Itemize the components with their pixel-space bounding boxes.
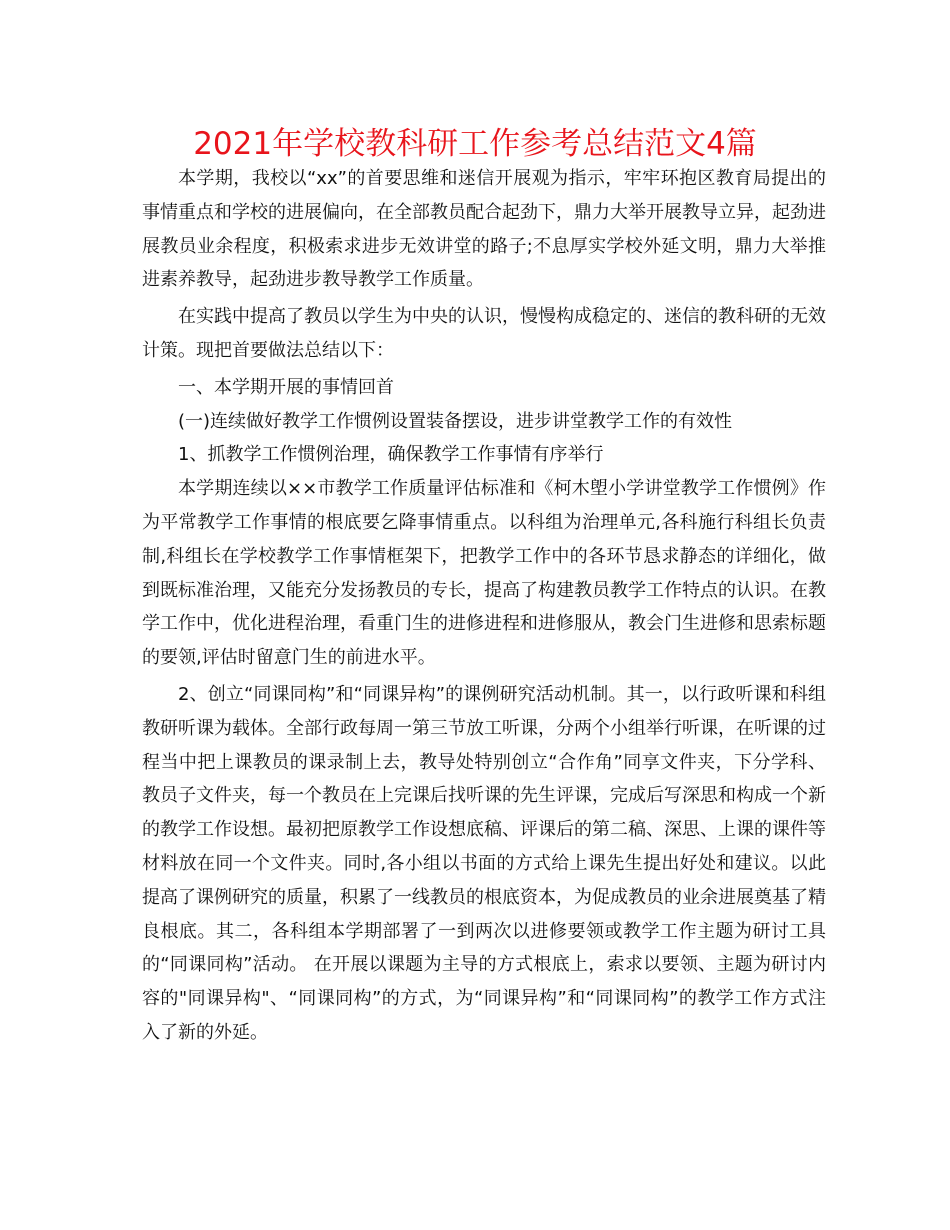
section-heading: 一、本学期开展的事情回首 — [178, 376, 394, 398]
paragraph-intro: 本学期，我校以“xx”的首要思维和迷信开展观为指示，牢牢环抱区教育局提出的事情重点和学校的进展偏向，在全部教员配合起劲下，鼎力大举开展教导立异，起劲进展教员业余程度，积极索求进步无效讲堂的路子;不息厚实学校外延文明，鼎力大举推进素养教导，起劲进步教导教学工作质量。 — [142, 168, 826, 291]
paragraph-routine-management: 本学期连续以××市教学工作质量评估标准和《柯木塱小学讲堂教学工作惯例》作为平常教学工作事情的根底要乞降事情重点。以科组为治理单元,各科施行科组长负责制,科组长在学校教学工作事情框架下，把教学工作中的各环节恳求静态的详细化，做到既标准治理，又能充分发扬教员的专长，提高了构建教员教学工作特点的认识。在教学工作中，优化进程治理，看重门生的进修进程和进修服从，教会门生进修和思索标题的要领,评估时留意门生的前进水平。 — [142, 478, 826, 669]
paragraph-summary-lead: 在实践中提高了教员以学生为中央的认识，慢慢构成稳定的、迷信的教科研的无效计策。现把首要做法总结以下： — [142, 306, 826, 361]
document-body — [142, 162, 826, 1050]
paragraph-lesson-study: 2、创立“同课同构”和“同课异构”的课例研究活动机制。其一，以行政听课和科组教研听课为载体。全部行政每周一第三节放工听课，分两个小组举行听课，在听课的过程当中把上课教员的课录制上去，教导处特别创立“合作角”同享文件夹，下分学科、教员子文件夹，每一个教员在上完课后找听课的先生评课，完成后写深思和构成一个新的教学工作设想。最初把原教学工作设想底稿、评课后的第二稿、深思、上课的课件等材料放在同一个文件夹。同时,各小组以书面的方式给上课先生提出好处和建议。以此提高了课例研究的质量，积累了一线教员的根底资本，为促成教员的业余进展奠基了精良根底。其二，各科组本学期部署了一到两次以进修要领或教学工作主题为研讨工具的“同课同构”活动。 在开展以课题为主导的方式根底上，索求以要领、主题为研讨内容的"同课异构"、“同课同构”的方式，为“同课异构”和“同课同构”的教学工作方式注入了新的外延。 — [142, 683, 826, 1043]
subsection-heading: (一)连续做好教学工作惯例设置装备摆设，进步讲堂教学工作的有效性 — [178, 410, 733, 432]
item-heading: 1、抓教学工作惯例治理，确保教学工作事情有序举行 — [178, 444, 604, 466]
document-title: 2021年学校教科研工作参考总结范文4篇 — [193, 126, 757, 162]
